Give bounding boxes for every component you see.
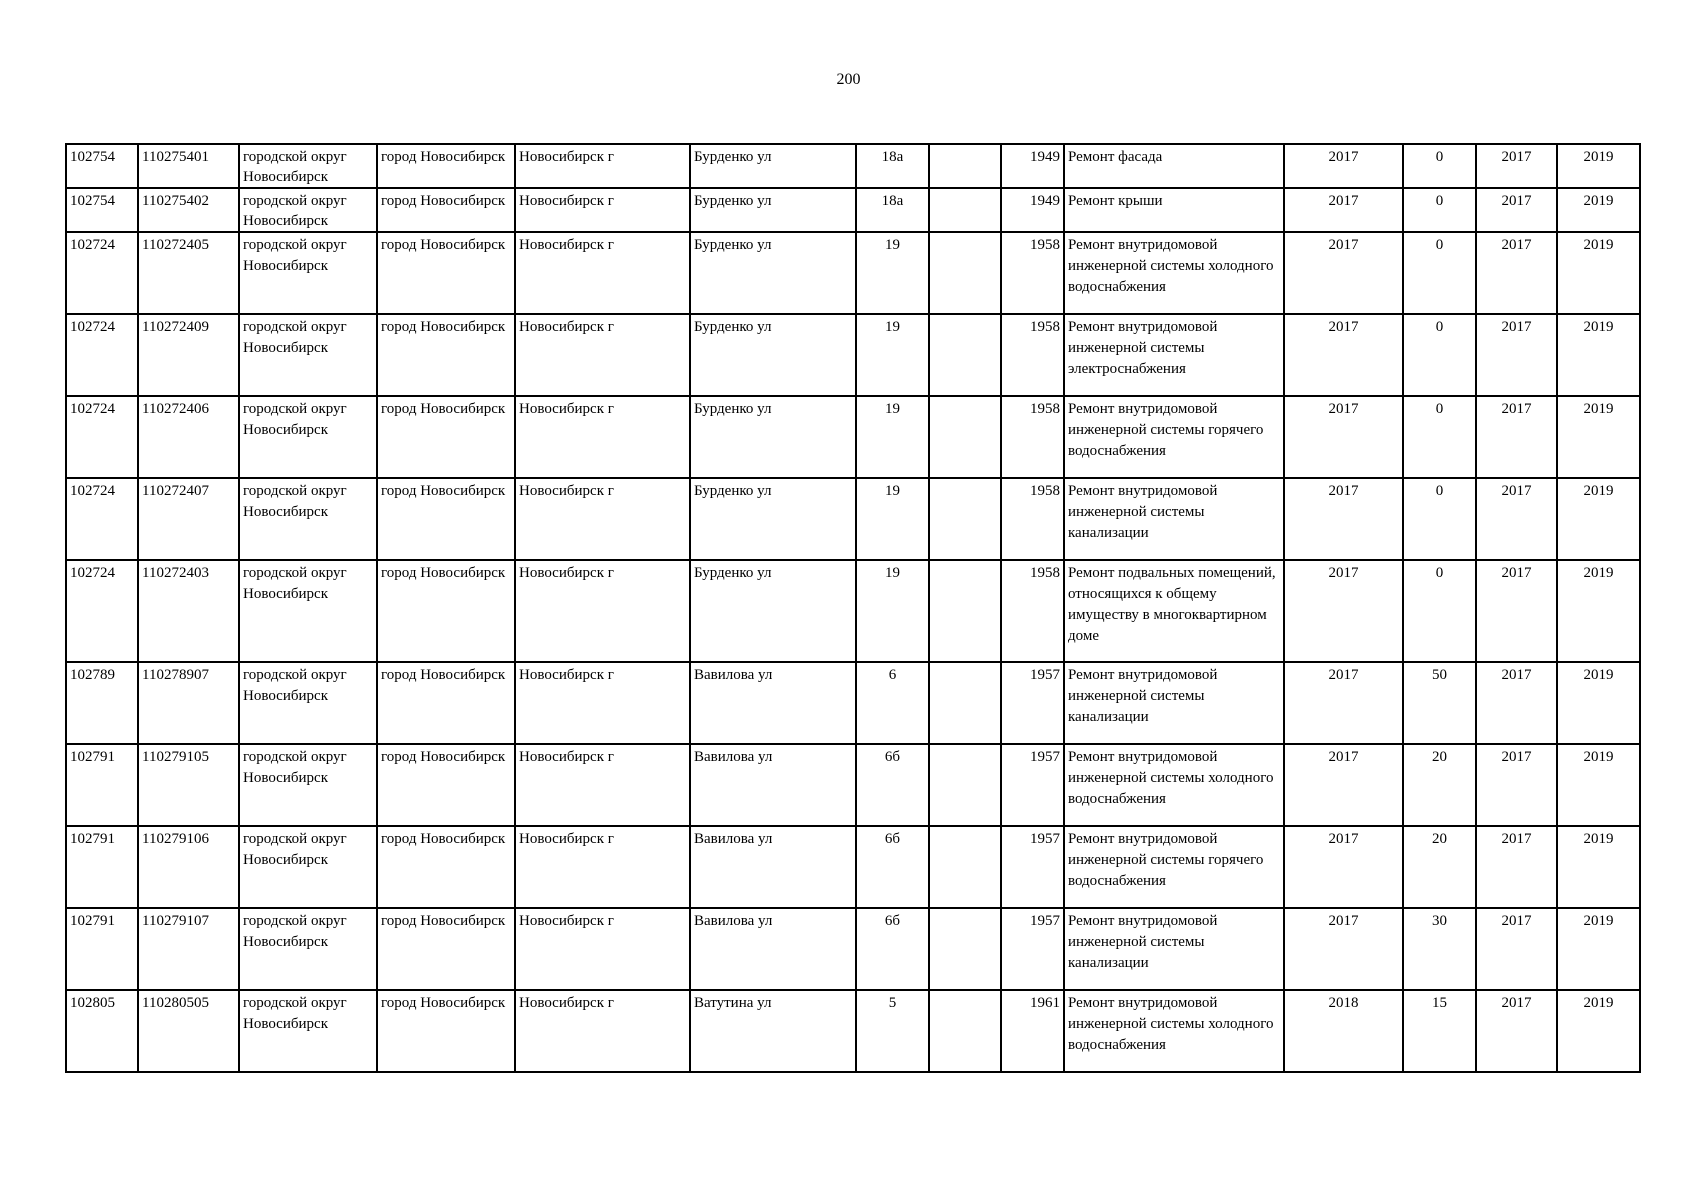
record-id-cell: 102754	[66, 144, 138, 188]
street-cell: Вавилова ул	[690, 662, 856, 744]
record-id-cell: 102791	[66, 744, 138, 826]
street-cell: Бурденко ул	[690, 188, 856, 232]
house-cell: 6	[856, 662, 929, 744]
settlement-cell: город Новосибирск	[377, 144, 515, 188]
year-built-cell: 1949	[1001, 144, 1064, 188]
year-built-cell: 1957	[1001, 662, 1064, 744]
municipality-cell: городской округ Новосибирск	[239, 314, 377, 396]
house-cell: 19	[856, 314, 929, 396]
period-start-cell: 2017	[1476, 396, 1557, 478]
period-end-cell: 2019	[1557, 188, 1640, 232]
table-row	[66, 232, 1640, 314]
house-cell: 19	[856, 478, 929, 560]
record-id-cell: 102724	[66, 396, 138, 478]
building-cell	[929, 990, 1001, 1072]
period-start-cell: 2017	[1476, 826, 1557, 908]
percent-cell: 0	[1403, 396, 1476, 478]
plan-year-cell: 2017	[1284, 662, 1403, 744]
work-type-cell: Ремонт внутридомовой инженерной системы холодного водоснабжения	[1064, 990, 1284, 1072]
plan-year-cell: 2017	[1284, 744, 1403, 826]
work-type-cell: Ремонт фасада	[1064, 144, 1284, 188]
work-code-cell: 110272403	[138, 560, 239, 662]
house-cell: 19	[856, 560, 929, 662]
building-cell	[929, 560, 1001, 662]
street-cell: Бурденко ул	[690, 144, 856, 188]
period-start-cell: 2017	[1476, 478, 1557, 560]
locality-cell: Новосибирск г	[515, 232, 690, 314]
table-row	[66, 560, 1640, 662]
street-cell: Бурденко ул	[690, 396, 856, 478]
table-row	[66, 396, 1640, 478]
table-row	[66, 826, 1640, 908]
locality-cell: Новосибирск г	[515, 662, 690, 744]
table-row	[66, 744, 1640, 826]
year-built-cell: 1961	[1001, 990, 1064, 1072]
work-code-cell: 110280505	[138, 990, 239, 1072]
street-cell: Ватутина ул	[690, 990, 856, 1072]
percent-cell: 0	[1403, 188, 1476, 232]
work-type-cell: Ремонт внутридомовой инженерной системы электроснабжения	[1064, 314, 1284, 396]
work-type-cell: Ремонт внутридомовой инженерной системы холодного водоснабжения	[1064, 744, 1284, 826]
municipality-cell: городской округ Новосибирск	[239, 826, 377, 908]
building-cell	[929, 396, 1001, 478]
work-type-cell: Ремонт внутридомовой инженерной системы горячего водоснабжения	[1064, 826, 1284, 908]
plan-year-cell: 2018	[1284, 990, 1403, 1072]
municipality-cell: городской округ Новосибирск	[239, 662, 377, 744]
municipality-cell: городской округ Новосибирск	[239, 396, 377, 478]
locality-cell: Новосибирск г	[515, 188, 690, 232]
settlement-cell: город Новосибирск	[377, 744, 515, 826]
period-start-cell: 2017	[1476, 744, 1557, 826]
house-cell: 6б	[856, 744, 929, 826]
period-start-cell: 2017	[1476, 662, 1557, 744]
period-start-cell: 2017	[1476, 314, 1557, 396]
work-code-cell: 110279105	[138, 744, 239, 826]
work-code-cell: 110279106	[138, 826, 239, 908]
work-code-cell: 110278907	[138, 662, 239, 744]
settlement-cell: город Новосибирск	[377, 478, 515, 560]
work-code-cell: 110272405	[138, 232, 239, 314]
record-id-cell: 102724	[66, 560, 138, 662]
period-start-cell: 2017	[1476, 232, 1557, 314]
percent-cell: 0	[1403, 144, 1476, 188]
plan-year-cell: 2017	[1284, 826, 1403, 908]
street-cell: Бурденко ул	[690, 478, 856, 560]
record-id-cell: 102791	[66, 826, 138, 908]
year-built-cell: 1957	[1001, 744, 1064, 826]
street-cell: Бурденко ул	[690, 560, 856, 662]
record-id-cell: 102791	[66, 908, 138, 990]
plan-year-cell: 2017	[1284, 396, 1403, 478]
house-cell: 6б	[856, 826, 929, 908]
period-end-cell: 2019	[1557, 478, 1640, 560]
record-id-cell: 102724	[66, 314, 138, 396]
percent-cell: 20	[1403, 826, 1476, 908]
work-code-cell: 110272407	[138, 478, 239, 560]
street-cell: Вавилова ул	[690, 826, 856, 908]
period-start-cell: 2017	[1476, 908, 1557, 990]
period-end-cell: 2019	[1557, 314, 1640, 396]
period-end-cell: 2019	[1557, 826, 1640, 908]
record-id-cell: 102805	[66, 990, 138, 1072]
locality-cell: Новосибирск г	[515, 826, 690, 908]
period-end-cell: 2019	[1557, 908, 1640, 990]
locality-cell: Новосибирск г	[515, 744, 690, 826]
locality-cell: Новосибирск г	[515, 478, 690, 560]
percent-cell: 20	[1403, 744, 1476, 826]
work-code-cell: 110272406	[138, 396, 239, 478]
locality-cell: Новосибирск г	[515, 144, 690, 188]
percent-cell: 0	[1403, 478, 1476, 560]
locality-cell: Новосибирск г	[515, 990, 690, 1072]
record-id-cell: 102724	[66, 478, 138, 560]
street-cell: Бурденко ул	[690, 232, 856, 314]
record-id-cell: 102724	[66, 232, 138, 314]
work-type-cell: Ремонт внутридомовой инженерной системы канализации	[1064, 908, 1284, 990]
year-built-cell: 1958	[1001, 560, 1064, 662]
work-code-cell: 110275401	[138, 144, 239, 188]
municipality-cell: городской округ Новосибирск	[239, 908, 377, 990]
period-end-cell: 2019	[1557, 560, 1640, 662]
period-end-cell: 2019	[1557, 744, 1640, 826]
municipality-cell: городской округ Новосибирск	[239, 232, 377, 314]
building-cell	[929, 908, 1001, 990]
street-cell: Бурденко ул	[690, 314, 856, 396]
work-type-cell: Ремонт внутридомовой инженерной системы горячего водоснабжения	[1064, 396, 1284, 478]
locality-cell: Новосибирск г	[515, 560, 690, 662]
building-cell	[929, 662, 1001, 744]
year-built-cell: 1957	[1001, 908, 1064, 990]
locality-cell: Новосибирск г	[515, 396, 690, 478]
period-end-cell: 2019	[1557, 662, 1640, 744]
building-cell	[929, 478, 1001, 560]
work-type-cell: Ремонт подвальных помещений, относящихся к общему имуществу в многоквартирном доме	[1064, 560, 1284, 662]
settlement-cell: город Новосибирск	[377, 232, 515, 314]
table-row	[66, 662, 1640, 744]
period-start-cell: 2017	[1476, 990, 1557, 1072]
table-row	[66, 908, 1640, 990]
percent-cell: 0	[1403, 560, 1476, 662]
settlement-cell: город Новосибирск	[377, 560, 515, 662]
percent-cell: 50	[1403, 662, 1476, 744]
percent-cell: 0	[1403, 314, 1476, 396]
municipality-cell: городской округ Новосибирск	[239, 478, 377, 560]
building-cell	[929, 232, 1001, 314]
work-type-cell: Ремонт крыши	[1064, 188, 1284, 232]
building-cell	[929, 744, 1001, 826]
house-cell: 6б	[856, 908, 929, 990]
percent-cell: 15	[1403, 990, 1476, 1072]
period-start-cell: 2017	[1476, 560, 1557, 662]
plan-year-cell: 2017	[1284, 478, 1403, 560]
plan-year-cell: 2017	[1284, 908, 1403, 990]
percent-cell: 0	[1403, 232, 1476, 314]
settlement-cell: город Новосибирск	[377, 990, 515, 1072]
house-cell: 18а	[856, 188, 929, 232]
work-type-cell: Ремонт внутридомовой инженерной системы холодного водоснабжения	[1064, 232, 1284, 314]
building-cell	[929, 826, 1001, 908]
period-start-cell: 2017	[1476, 188, 1557, 232]
table-row	[66, 314, 1640, 396]
work-code-cell: 110279107	[138, 908, 239, 990]
building-cell	[929, 314, 1001, 396]
table-row	[66, 144, 1640, 188]
settlement-cell: город Новосибирск	[377, 314, 515, 396]
year-built-cell: 1958	[1001, 232, 1064, 314]
year-built-cell: 1957	[1001, 826, 1064, 908]
street-cell: Вавилова ул	[690, 908, 856, 990]
building-cell	[929, 144, 1001, 188]
year-built-cell: 1949	[1001, 188, 1064, 232]
percent-cell: 30	[1403, 908, 1476, 990]
period-end-cell: 2019	[1557, 144, 1640, 188]
table-row	[66, 990, 1640, 1072]
plan-year-cell: 2017	[1284, 560, 1403, 662]
record-id-cell: 102789	[66, 662, 138, 744]
street-cell: Вавилова ул	[690, 744, 856, 826]
settlement-cell: город Новосибирск	[377, 188, 515, 232]
settlement-cell: город Новосибирск	[377, 662, 515, 744]
house-cell: 19	[856, 396, 929, 478]
plan-year-cell: 2017	[1284, 144, 1403, 188]
municipality-cell: городской округ Новосибирск	[239, 188, 377, 232]
page-number: 200	[836, 71, 861, 88]
work-type-cell: Ремонт внутридомовой инженерной системы канализации	[1064, 478, 1284, 560]
period-start-cell: 2017	[1476, 144, 1557, 188]
locality-cell: Новосибирск г	[515, 908, 690, 990]
municipality-cell: городской округ Новосибирск	[239, 744, 377, 826]
year-built-cell: 1958	[1001, 478, 1064, 560]
municipality-cell: городской округ Новосибирск	[239, 560, 377, 662]
plan-year-cell: 2017	[1284, 188, 1403, 232]
year-built-cell: 1958	[1001, 396, 1064, 478]
period-end-cell: 2019	[1557, 232, 1640, 314]
building-cell	[929, 188, 1001, 232]
repair-schedule-table	[65, 143, 1641, 1073]
settlement-cell: город Новосибирск	[377, 826, 515, 908]
house-cell: 19	[856, 232, 929, 314]
municipality-cell: городской округ Новосибирск	[239, 144, 377, 188]
period-end-cell: 2019	[1557, 990, 1640, 1072]
locality-cell: Новосибирск г	[515, 314, 690, 396]
plan-year-cell: 2017	[1284, 232, 1403, 314]
work-code-cell: 110272409	[138, 314, 239, 396]
period-end-cell: 2019	[1557, 396, 1640, 478]
settlement-cell: город Новосибирск	[377, 396, 515, 478]
municipality-cell: городской округ Новосибирск	[239, 990, 377, 1072]
year-built-cell: 1958	[1001, 314, 1064, 396]
table-row	[66, 478, 1640, 560]
house-cell: 18а	[856, 144, 929, 188]
record-id-cell: 102754	[66, 188, 138, 232]
house-cell: 5	[856, 990, 929, 1072]
table-row	[66, 188, 1640, 232]
plan-year-cell: 2017	[1284, 314, 1403, 396]
settlement-cell: город Новосибирск	[377, 908, 515, 990]
work-type-cell: Ремонт внутридомовой инженерной системы канализации	[1064, 662, 1284, 744]
work-code-cell: 110275402	[138, 188, 239, 232]
